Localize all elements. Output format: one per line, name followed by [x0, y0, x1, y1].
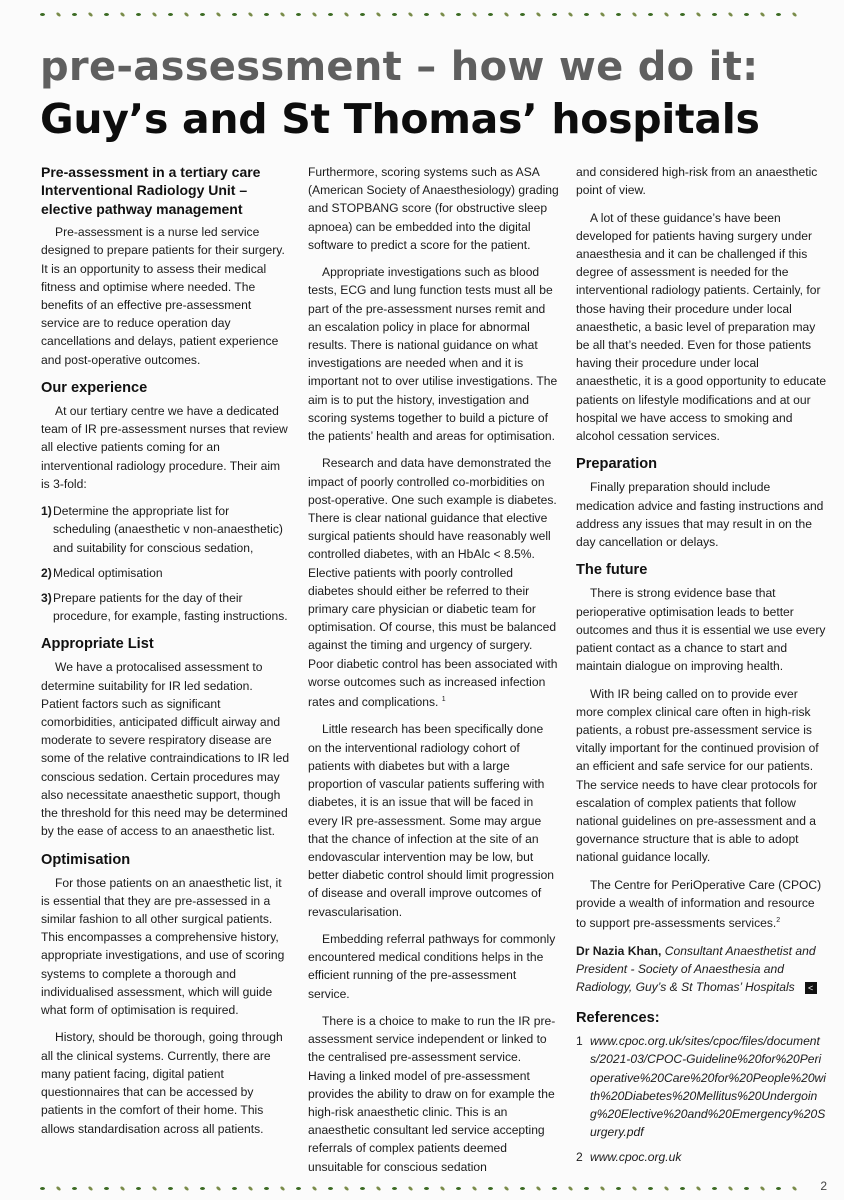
border-dot	[632, 1186, 638, 1192]
reference-link[interactable]: www.cpoc.org.uk	[590, 1149, 682, 1164]
column-1	[41, 163, 290, 1147]
border-dot	[552, 13, 557, 16]
section-heading-optimisation: Optimisation	[41, 851, 131, 868]
top-decorative-border	[40, 6, 810, 20]
headline-line-2: Guy’s and St Thomas’ hospitals	[40, 95, 760, 143]
border-dot	[104, 1187, 109, 1190]
paragraph: Pre-assessment is a nurse led service designed to prepare patients for their surgery. It is an opportunity to assess their medical fitness and optimise where needed. The benefits of an effective pre-assessment service are to reduce operation day cancellations and delays, patient experience and post-operative outcomes.	[41, 225, 285, 367]
list-item: 3) Prepare patients for the day of their procedure, for example, fasting instructions.	[41, 591, 288, 624]
border-dot	[712, 13, 717, 16]
border-dot	[168, 1187, 173, 1190]
bottom-decorative-border	[40, 1180, 810, 1194]
reference-link[interactable]: www.cpoc.org.uk/sites/cpoc/files/documents/2021-03/CPOC-Guideline%20for%20Perioperative%20Care%20for%20People%20with%20Diabetes%20Mellitus%20Undergoing%20Elective%20and%20Emergency%20Surgery.pdf	[590, 1034, 826, 1140]
border-dot	[616, 1187, 621, 1190]
border-dot	[600, 1186, 606, 1192]
border-dot	[344, 12, 350, 18]
border-dot	[120, 1186, 126, 1192]
border-dot	[728, 1186, 734, 1192]
border-dot	[72, 13, 77, 16]
border-dot	[680, 1187, 685, 1190]
author-name: Dr Nazia Khan,	[576, 943, 662, 958]
list-item: 1) Determine the appropriate list for scheduling (anaesthetic v non-anaesthetic) and suitability for conscious sedation,	[41, 504, 283, 555]
border-dot	[328, 1187, 333, 1190]
border-dot	[440, 1186, 446, 1192]
paragraph: Appropriate investigations such as blood tests, ECG and lung function tests must all be part of the pre-assessment nurses remit and an escalation policy in place for abnormal results. There is national guidance on what investigations are needed when and it is important not to over utilise investigations. The aim is to put the history, investigation and scoring systems together to build a picture of the patients’ health and areas for optimisation.	[308, 265, 558, 444]
border-dot	[680, 13, 685, 16]
border-dot	[568, 12, 574, 18]
author-byline	[576, 942, 827, 997]
border-dot	[600, 12, 606, 18]
border-dot	[776, 1187, 781, 1190]
border-dot	[104, 13, 109, 16]
border-dot	[664, 12, 670, 18]
border-dot	[200, 13, 205, 16]
paragraph: Little research has been specifically done on the interventional radiology cohort of patients with diabetes but with a large proportion of vascular patients suffering with diabetes, it is an issue that will be faced in every IR pre-assessment. Some may argue that the chance of infection at the site of an endovascular intervention may be low, but better diabetic control should limit progression of disease and overall improve outcomes of revascularisation.	[308, 722, 555, 919]
paragraph: Furthermore, scoring systems such as ASA (American Society of Anaesthesiology) grading and STOPBANG score (for obstructive sleep apnoea) can be embedded into the digital software to predict a score for the patient.	[308, 165, 559, 252]
border-dot	[264, 1187, 269, 1190]
border-dot	[72, 1187, 77, 1190]
border-dot	[408, 1186, 414, 1192]
border-dot	[296, 1187, 301, 1190]
border-dot	[504, 12, 510, 18]
border-dot	[248, 12, 254, 18]
border-dot	[776, 13, 781, 16]
border-dot	[520, 13, 525, 16]
border-dot	[200, 1187, 205, 1190]
border-dot	[744, 13, 749, 16]
paragraph: Finally preparation should include medication advice and fasting instructions and address any issues that may result in on the day cancellation or delays.	[576, 480, 824, 550]
border-dot	[40, 1187, 45, 1190]
border-dot	[712, 1187, 717, 1190]
border-dot	[376, 12, 382, 18]
border-dot	[488, 1187, 493, 1190]
border-dot	[136, 13, 141, 16]
border-dot	[136, 1187, 141, 1190]
author-role: Consultant Anaesthetist and President - Society of Anaesthesia and Radiology, Guy’s & St Thomas’ Hospitals	[576, 943, 816, 995]
border-dot	[88, 12, 94, 18]
border-dot	[552, 1187, 557, 1190]
end-of-article-icon: <	[805, 982, 817, 994]
border-dot	[232, 1187, 237, 1190]
reference-item: 2 www.cpoc.org.uk	[576, 1148, 827, 1166]
border-dot	[744, 1187, 749, 1190]
page-number: 2	[820, 1179, 827, 1193]
border-dot	[472, 12, 478, 18]
border-dot	[792, 1186, 798, 1192]
border-dot	[648, 1187, 653, 1190]
border-dot	[344, 1186, 350, 1192]
border-dot	[168, 13, 173, 16]
border-dot	[376, 1186, 382, 1192]
section-heading-preparation: Preparation	[576, 456, 658, 473]
border-dot	[648, 13, 653, 16]
border-dot	[312, 12, 318, 18]
border-dot	[328, 13, 333, 16]
border-dot	[248, 1186, 254, 1192]
border-dot	[440, 12, 446, 18]
border-dot	[56, 12, 62, 18]
border-dot	[280, 1186, 286, 1192]
paragraph: The Centre for PeriOperative Care (CPOC) provide a wealth of information and resource to support pre-assessments services.$^2$	[576, 877, 822, 931]
border-dot	[584, 13, 589, 16]
border-dot	[216, 12, 222, 18]
border-dot	[488, 13, 493, 16]
paragraph: At our tertiary centre we have a dedicated team of IR pre-assessment nurses that review all elective patients coming for an interventional radiology procedure. Their aim is 3-fold:	[41, 404, 288, 491]
headline-line-1: pre-assessment – how we do it:	[40, 44, 759, 90]
border-dot	[536, 1186, 542, 1192]
border-dot	[632, 12, 638, 18]
article-subtitle: Pre-assessment in a tertiary care Interventional Radiology Unit – elective pathway management	[41, 164, 261, 217]
border-dot	[536, 12, 542, 18]
border-dot	[184, 1186, 190, 1192]
border-dot	[152, 12, 158, 18]
border-dot	[504, 1186, 510, 1192]
paragraph: We have a protocalised assessment to determine suitability for IR led sedation. Patient factors such as significant comorbidities, anticipated difficult airway and moderate to severe respiratory disease are some of the relative contraindications to IR led conscious sedation. Certain procedures may also necessitate anaesthetic support, though the threshold for this need may be determined by the ease of access to an anaesthetic list.	[41, 660, 290, 839]
column-2	[308, 163, 559, 1185]
border-dot	[760, 12, 766, 18]
border-dot	[584, 1187, 589, 1190]
references-list	[576, 1032, 827, 1165]
border-dot	[408, 12, 414, 18]
border-dot	[56, 1186, 62, 1192]
border-dot	[296, 13, 301, 16]
border-dot	[728, 12, 734, 18]
border-dot	[40, 13, 45, 16]
paragraph: Research and data have demonstrated the impact of poorly controlled co-morbidities on post-operative. One such example is diabetes. There is clear national guidance that elective surgical patients should have reasonably well controlled diabetes, with an HbAlc < 8.5%. Elective patients with poorly controlled diabetes should either be referred to their primary care physician or diabetic team for optimisation. Of course, this must be balanced against the timing and urgency of surgery. Poor diabetic control has been associated with worse outcomes such as increased infection rates and complications. $^1$	[308, 456, 558, 710]
footnote-ref: 2	[776, 917, 781, 925]
border-dot	[360, 1187, 365, 1190]
paragraph: A lot of these guidance’s have been developed for patients having surgery under anaesthesia and it can be challenged if this degree of assessment is needed for the interventional radiology patients. Certainly, for those having their procedure under local anaesthetic, a basic level of preparation may be all that’s needed. Even for those patients having their procedure under local anaesthetic, it is a good opportunity to educate patients on lifestyle modifications and at our hospital we have access to smoking and alcohol cessation services.	[576, 210, 827, 444]
border-dot	[520, 1187, 525, 1190]
paragraph: Embedding referral pathways for commonly encountered medical conditions helps in the efficient running of the pre-assessment service.	[308, 931, 556, 1001]
border-dot	[696, 1186, 702, 1192]
aims-list	[41, 502, 290, 625]
border-dot	[280, 12, 286, 18]
border-dot	[184, 12, 190, 18]
border-dot	[312, 1186, 318, 1192]
paragraph: History, should be thorough, going through all the clinical systems. Currently, there are many patient facing, digital patient questionnaires that can be accessed by patients in the comfort of their home. This allows standardisation across all patients.	[41, 1030, 283, 1136]
border-dot	[616, 13, 621, 16]
section-heading-appropriate-list: Appropriate List	[41, 636, 154, 653]
border-dot	[88, 1186, 94, 1192]
footnote-ref: 1	[441, 696, 446, 704]
border-dot	[232, 13, 237, 16]
paragraph: There is a choice to make to run the IR pre-assessment service independent or linked to the centralised pre-assessment service. Having a linked model of pre-assessment provides the ability to draw on for example the high-risk anaesthetic clinic. This is an anaesthetic consultant led service accepting referrals of complex patients deemed unsuitable for conscious sedation	[308, 1013, 556, 1174]
list-item: 2) Medical optimisation	[41, 565, 163, 580]
paragraph: With IR being called on to provide ever more complex clinical care often in high-risk patients, a robust pre-assessment service is vitally important for the continued provision of an efficient and safe service for our patients. The service needs to have clear protocols for escalation of complex patients that follow national guidelines on pre-assessment and a governance structure that is able to adopt national guidance locally.	[576, 686, 819, 865]
section-heading-experience: Our experience	[41, 380, 148, 397]
paragraph: and considered high-risk from an anaesthetic point of view.	[576, 165, 818, 198]
paragraph: There is strong evidence base that perioperative optimisation leads to better outcomes and thus it is essential we use every patient contact as a chance to start and maintain dialogue on improving health.	[576, 586, 826, 674]
border-dot	[568, 1186, 574, 1192]
border-dot	[424, 1187, 429, 1190]
border-dot	[392, 13, 397, 16]
section-heading-future: The future	[576, 562, 648, 579]
references-heading: References:	[576, 1010, 660, 1027]
border-dot	[696, 12, 702, 18]
border-dot	[216, 1186, 222, 1192]
border-dot	[664, 1186, 670, 1192]
border-dot	[792, 12, 798, 18]
border-dot	[152, 1186, 158, 1192]
column-3	[576, 163, 827, 1172]
border-dot	[120, 12, 126, 18]
reference-item: 1 www.cpoc.org.uk/sites/cpoc/files/documents/2021-03/CPOC-Guideline%20for%20Perioperative%20Care%20for%20People%20with%20Diabetes%20Mellitus%20Undergoing%20Elective%20and%20Emergency%20Surgery.pdf	[576, 1032, 827, 1141]
border-dot	[392, 1187, 397, 1190]
border-dot	[456, 13, 461, 16]
border-dot	[472, 1186, 478, 1192]
border-dot	[424, 13, 429, 16]
border-dot	[456, 1187, 461, 1190]
border-dot	[760, 1186, 766, 1192]
border-dot	[264, 13, 269, 16]
border-dot	[360, 13, 365, 16]
paragraph: For those patients on an anaesthetic list, it is essential that they are pre-assessed in a similar fashion to all other surgical patients. This encompasses a comprehensive history, appropriate investigations, and use of scoring systems to complete a thorough and individualised assessment, which will guide what form of optimisation is required.	[41, 875, 285, 1018]
